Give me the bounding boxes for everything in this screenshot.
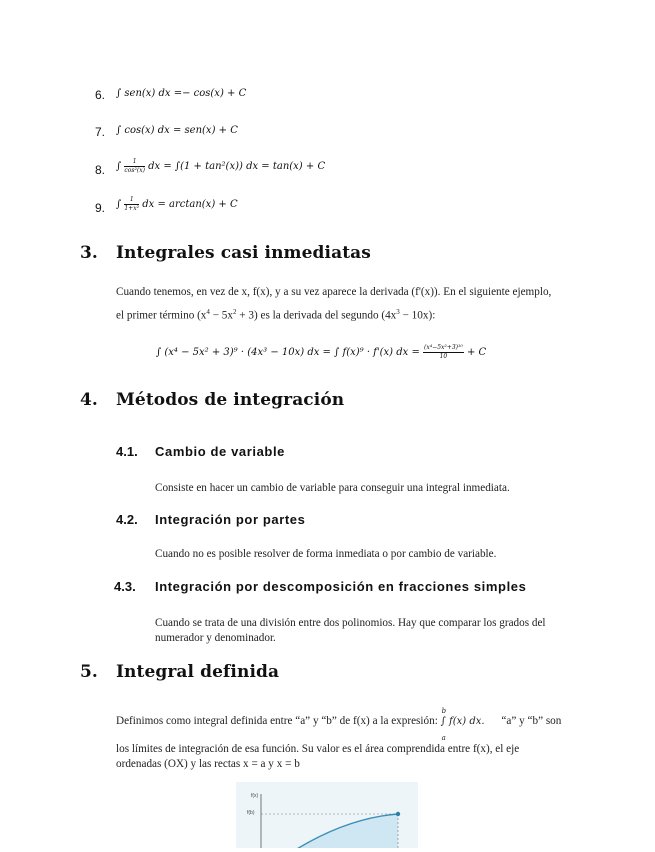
section-3-equation xyxy=(156,344,486,361)
definite-integral-graph xyxy=(236,782,418,848)
equation-left: ∫ (x⁴ − 5x² + 3)⁹ · (4x³ − 10x) dx = ∫ f(x)⁹ · f'(x) dx = xyxy=(156,347,420,358)
definite-integral xyxy=(440,707,499,742)
subsection-4-1-text: Consiste en hacer un cambio de variable para conseguir una integral inmediata. xyxy=(155,482,510,494)
subsection-4-3-text-line1: Cuando se trata de una división entre dos polinomios. Hay que comparar los grados del xyxy=(155,617,546,629)
integral-expression: ∫ f(x) dx. xyxy=(440,716,485,727)
section-5-heading: Integral definida xyxy=(116,662,280,682)
fraction-numerator: 1 xyxy=(124,158,145,167)
fraction-denominator: 1+x² xyxy=(124,205,140,212)
fraction-denominator: 10 xyxy=(439,353,448,360)
integral-upper-limit: b xyxy=(441,707,447,715)
graph-y-label: f(x) xyxy=(251,793,259,799)
list-number-9: 9. xyxy=(95,201,106,215)
section-3-heading: Integrales casi inmediatas xyxy=(116,243,371,263)
list-number-7: 7. xyxy=(95,125,106,139)
integral-sign: ∫ xyxy=(116,161,122,172)
text-run: + 3) es la derivada del segundo (4x xyxy=(236,309,397,322)
superscript: 3 xyxy=(396,308,400,316)
text-run: Definimos como integral definida entre “a” y “b” de f(x) a la expresión: xyxy=(116,715,438,727)
formula-8-rest: dx = ∫(1 + tan²(x)) dx = tan(x) + C xyxy=(148,161,326,172)
section-5-number: 5. xyxy=(80,662,98,682)
fraction-numerator: 1 xyxy=(124,196,139,205)
subsection-4-1-number: 4.1. xyxy=(116,444,138,459)
integral-sign: ∫ xyxy=(116,199,122,210)
superscript: 2 xyxy=(233,308,237,316)
section-4-number: 4. xyxy=(80,390,98,410)
subsection-4-3-heading: Integración por descomposición en fracciones simples xyxy=(155,579,527,594)
graph-fb-label: f(b) xyxy=(247,810,255,816)
formula-9-rest: dx = arctan(x) + C xyxy=(142,199,238,210)
subsection-4-2-number: 4.2. xyxy=(116,512,138,527)
formula-6: ∫ sen(x) dx =− cos(x) + C xyxy=(116,88,247,99)
formula-7: ∫ cos(x) dx = sen(x) + C xyxy=(116,125,238,136)
list-number-6: 6. xyxy=(95,88,106,102)
fraction xyxy=(124,196,139,213)
text-run: − 5x xyxy=(209,309,233,322)
subsection-4-3-text-line2: numerador y denominador. xyxy=(155,632,276,644)
fraction-denominator: cos²(x) xyxy=(124,167,145,174)
curve-endpoint xyxy=(396,812,400,816)
section-3-number: 3. xyxy=(80,243,98,263)
equation-fraction xyxy=(423,344,464,361)
subsection-4-2-heading: Integración por partes xyxy=(155,512,306,527)
formula-8 xyxy=(116,158,325,175)
formula-9 xyxy=(116,196,238,213)
subsection-4-2-text: Cuando no es posible resolver de forma inmediata o por cambio de variable. xyxy=(155,548,497,560)
fraction xyxy=(124,158,145,175)
section-3-paragraph-line2 xyxy=(116,304,435,324)
graph-svg xyxy=(236,782,418,848)
text-run: “a” y “b” son xyxy=(501,715,562,727)
section-5-paragraph-line3: ordenadas (OX) y las rectas x = a y x = b xyxy=(116,758,300,770)
fraction-numerator: (x⁴−5x²+3)¹⁰ xyxy=(424,344,463,351)
text-run: − 10x): xyxy=(399,309,436,322)
superscript: 4 xyxy=(206,308,210,316)
list-number-8: 8. xyxy=(95,163,106,177)
integral-lower-limit: a xyxy=(441,734,446,742)
section-4-heading: Métodos de integración xyxy=(116,390,345,410)
subsection-4-3-number: 4.3. xyxy=(114,579,136,594)
section-5-paragraph-line1 xyxy=(116,707,562,742)
section-3-paragraph-line1: Cuando tenemos, en vez de x, f(x), y a su vez aparece la derivada (f'(x)). En el siguiente ejemplo, xyxy=(116,286,552,298)
equation-right: + C xyxy=(467,347,487,358)
text-run: el primer término (x xyxy=(116,309,207,322)
subsection-4-1-heading: Cambio de variable xyxy=(155,444,286,459)
section-5-paragraph-line2: los límites de integración de esa función. Su valor es el área comprendida entre f(x), el eje xyxy=(116,743,520,755)
